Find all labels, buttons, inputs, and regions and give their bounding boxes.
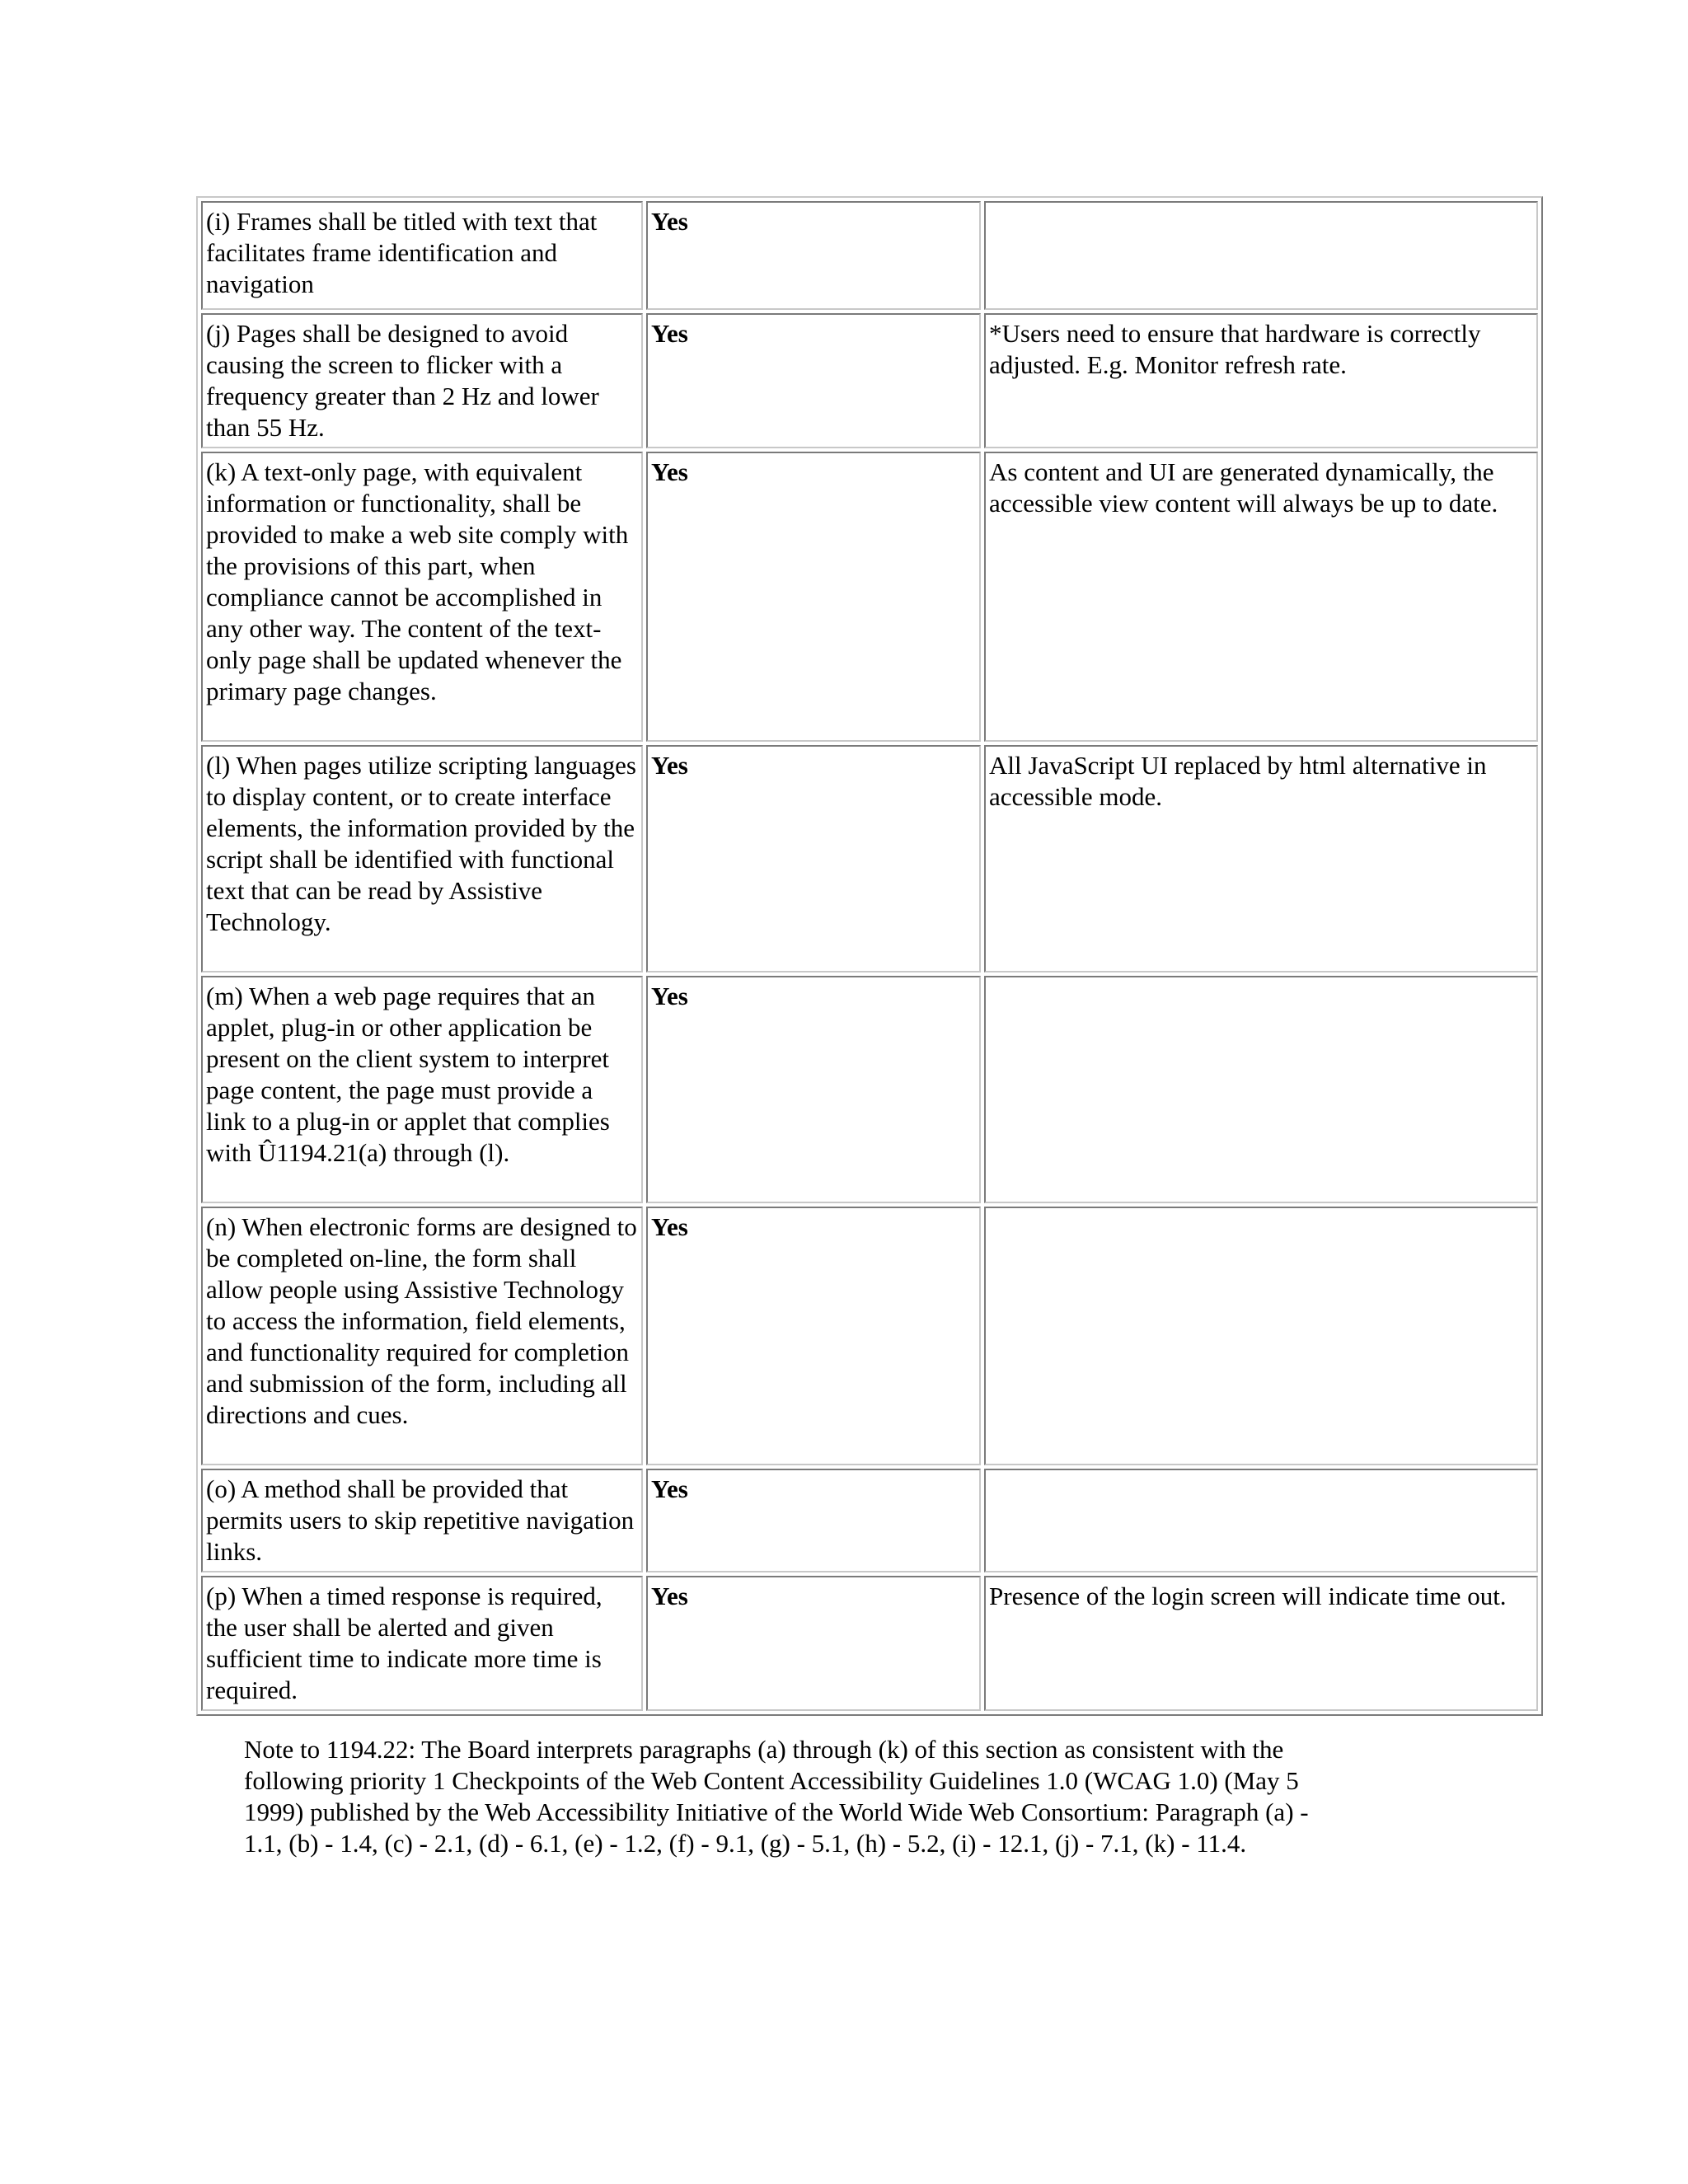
table-row: [201, 313, 1538, 448]
compliance-table: [196, 196, 1543, 1716]
criteria-cell: (p) When a timed response is required, the user shall be alerted and given sufficient time to indicate more time is required.: [201, 1576, 643, 1711]
remarks-cell: [984, 201, 1538, 310]
table-row: [201, 201, 1538, 310]
remarks-cell: [984, 1207, 1538, 1465]
remarks-cell: [984, 976, 1538, 1203]
remarks-cell: All JavaScript UI replaced by html alternative in accessible mode.: [984, 745, 1538, 972]
support-level-cell: Yes: [646, 1576, 981, 1711]
support-level-cell: Yes: [646, 745, 981, 972]
support-level-cell: Yes: [646, 313, 981, 448]
criteria-cell: (i) Frames shall be titled with text that facilitates frame identification and navigation: [201, 201, 643, 310]
remarks-cell: Presence of the login screen will indicate time out.: [984, 1576, 1538, 1711]
criteria-cell: (j) Pages shall be designed to avoid causing the screen to flicker with a frequency greater than 2 Hz and lower than 55 Hz.: [201, 313, 643, 448]
support-level-cell: Yes: [646, 976, 981, 1203]
support-level-cell: Yes: [646, 201, 981, 310]
criteria-cell: (n) When electronic forms are designed to be completed on-line, the form shall allow people using Assistive Technology to access the information, field elements, and functionality required for completion and submission of the form, including all directions and cues.: [201, 1207, 643, 1465]
note-paragraph: Note to 1194.22: The Board interprets paragraphs (a) through (k) of this section as consistent with the following priority 1 Checkpoints of the Web Content Accessibility Guidelines 1.0 (WCAG 1.0) (May 5 1999) published by the Web Accessibility Initiative of the World Wide Web Consortium: Paragraph (a) - 1.1, (b) - 1.4, (c) - 2.1, (d) - 6.1, (e) - 1.2, (f) - 9.1, (g) - 5.1, (h) - 5.2, (i) - 12.1, (j) - 7.1, (k) - 11.4.: [244, 1735, 1309, 1858]
support-level-cell: Yes: [646, 1469, 981, 1572]
remarks-cell: *Users need to ensure that hardware is correctly adjusted. E.g. Monitor refresh rate.: [984, 313, 1538, 448]
criteria-cell: (o) A method shall be provided that permits users to skip repetitive navigation links.: [201, 1469, 643, 1572]
remarks-cell: As content and UI are generated dynamically, the accessible view content will always be up to date.: [984, 452, 1538, 742]
criteria-cell: (k) A text-only page, with equivalent information or functionality, shall be provided to make a web site comply with the provisions of this part, when compliance cannot be accomplished in any other way. The content of the text-only page shall be updated whenever the primary page changes.: [201, 452, 643, 742]
table-row: [201, 976, 1538, 1203]
criteria-cell: (m) When a web page requires that an applet, plug-in or other application be present on the client system to interpret page content, the page must provide a link to a plug-in or applet that complies with Û1194.21(a) through (l).: [201, 976, 643, 1203]
table-row: [201, 745, 1538, 972]
table-row: [201, 1469, 1538, 1572]
criteria-cell: (l) When pages utilize scripting languages to display content, or to create interface elements, the information provided by the script shall be identified with functional text that can be read by Assistive Technology.: [201, 745, 643, 972]
remarks-cell: [984, 1469, 1538, 1572]
table-row: [201, 452, 1538, 742]
support-level-cell: Yes: [646, 1207, 981, 1465]
table-row: [201, 1576, 1538, 1711]
table-row: [201, 1207, 1538, 1465]
support-level-cell: Yes: [646, 452, 981, 742]
